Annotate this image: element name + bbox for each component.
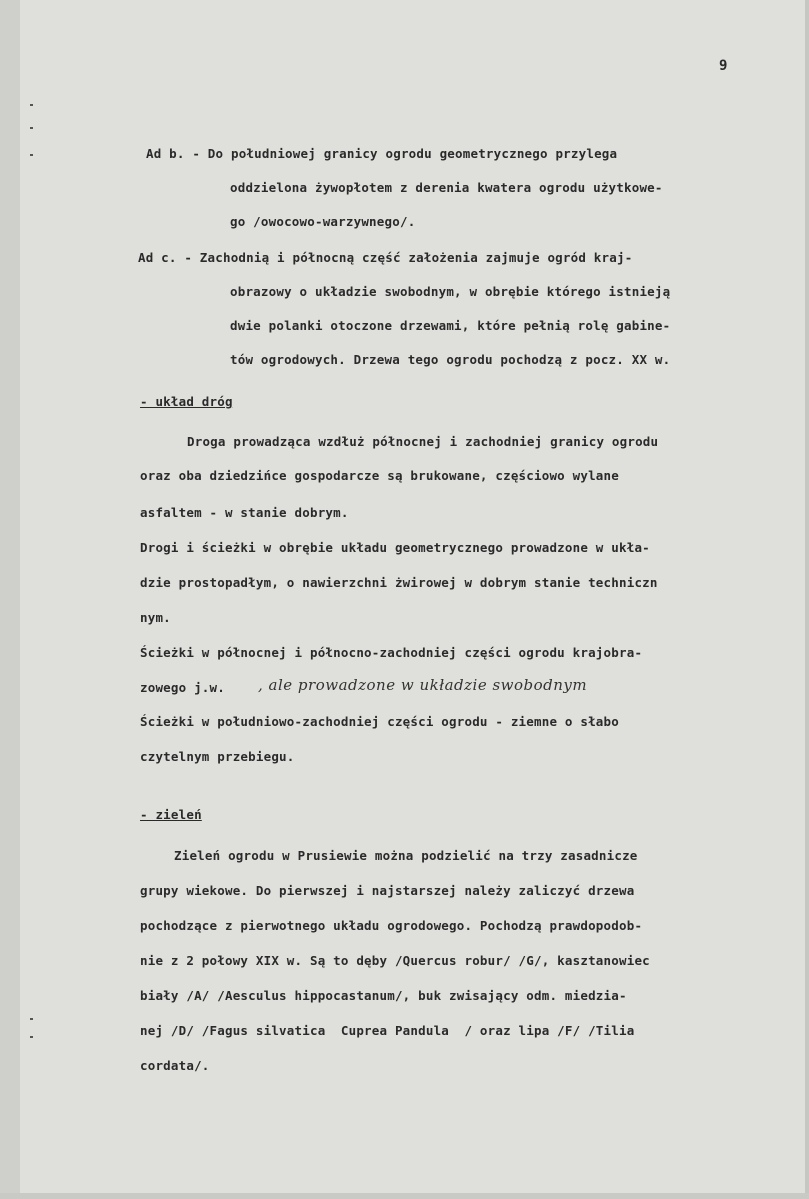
text-line: go /owocowo-warzywnego/. bbox=[230, 214, 416, 229]
text-line: Zieleń ogrodu w Prusiewie można podzielić na trzy zasadnicze bbox=[174, 848, 638, 863]
section-heading-roads: - układ dróg bbox=[140, 394, 233, 409]
handwritten-note: , ale prowadzone w układzie swobodnym bbox=[258, 676, 588, 694]
margin-mark bbox=[30, 1018, 33, 1020]
text-line: oraz oba dziedzińce gospodarcze są brukowane, częściowo wylane bbox=[140, 468, 619, 483]
text-line: zowego j.w. bbox=[140, 680, 225, 695]
text-line: czytelnym przebiegu. bbox=[140, 749, 295, 764]
text-line: nym. bbox=[140, 610, 171, 625]
margin-mark bbox=[30, 154, 33, 156]
margin-mark bbox=[30, 127, 33, 129]
text-line: asfaltem - w stanie dobrym. bbox=[140, 505, 349, 520]
page-number: 9 bbox=[719, 58, 728, 74]
text-line: obrazowy o układzie swobodnym, w obrębie którego istnieją bbox=[230, 284, 671, 299]
text-line: Ścieżki w północnej i północno-zachodniej części ogrodu krajobra- bbox=[140, 645, 643, 660]
text-line: oddzielona żywopłotem z derenia kwatera ogrodu użytkowe- bbox=[230, 180, 663, 195]
text-line: Droga prowadząca wzdłuż północnej i zachodniej granicy ogrodu bbox=[187, 434, 659, 449]
text-line: nie z 2 połowy XIX w. Są to dęby /Quercus robur/ /G/, kasztanowiec bbox=[140, 953, 650, 968]
scan-edge-left bbox=[0, 0, 20, 1199]
text-line: cordata/. bbox=[140, 1058, 210, 1073]
text-line: nej /D/ /Fagus silvatica Cuprea Pandula / oraz lipa /F/ /Tilia bbox=[140, 1023, 635, 1038]
text-line: Ad b. - Do południowej granicy ogrodu geometrycznego przylega bbox=[146, 146, 618, 161]
text-line: Ad c. - Zachodnią i północną część założenia zajmuje ogród kraj- bbox=[138, 250, 633, 265]
text-line: dzie prostopadłym, o nawierzchni żwirowej w dobrym stanie techniczn bbox=[140, 575, 658, 590]
margin-mark bbox=[30, 104, 33, 106]
text-line: biały /A/ /Aesculus hippocastanum/, buk zwisający odm. miedzia- bbox=[140, 988, 627, 1003]
scan-edge-right bbox=[805, 0, 809, 1199]
text-line: dwie polanki otoczone drzewami, które pełnią rolę gabine- bbox=[230, 318, 671, 333]
scan-edge-bottom bbox=[0, 1193, 809, 1199]
text-line: Drogi i ścieżki w obrębie układu geometrycznego prowadzone w ukła- bbox=[140, 540, 650, 555]
text-line: tów ogrodowych. Drzewa tego ogrodu pochodzą z pocz. XX w. bbox=[230, 352, 671, 367]
margin-mark bbox=[30, 1036, 33, 1038]
text-line: Ścieżki w południowo-zachodniej części ogrodu - ziemne o słabo bbox=[140, 714, 619, 729]
text-line: grupy wiekowe. Do pierwszej i najstarszej należy zaliczyć drzewa bbox=[140, 883, 635, 898]
text-line: pochodzące z pierwotnego układu ogrodowego. Pochodzą prawdopodob- bbox=[140, 918, 643, 933]
section-heading-greenery: - zieleń bbox=[140, 807, 202, 822]
